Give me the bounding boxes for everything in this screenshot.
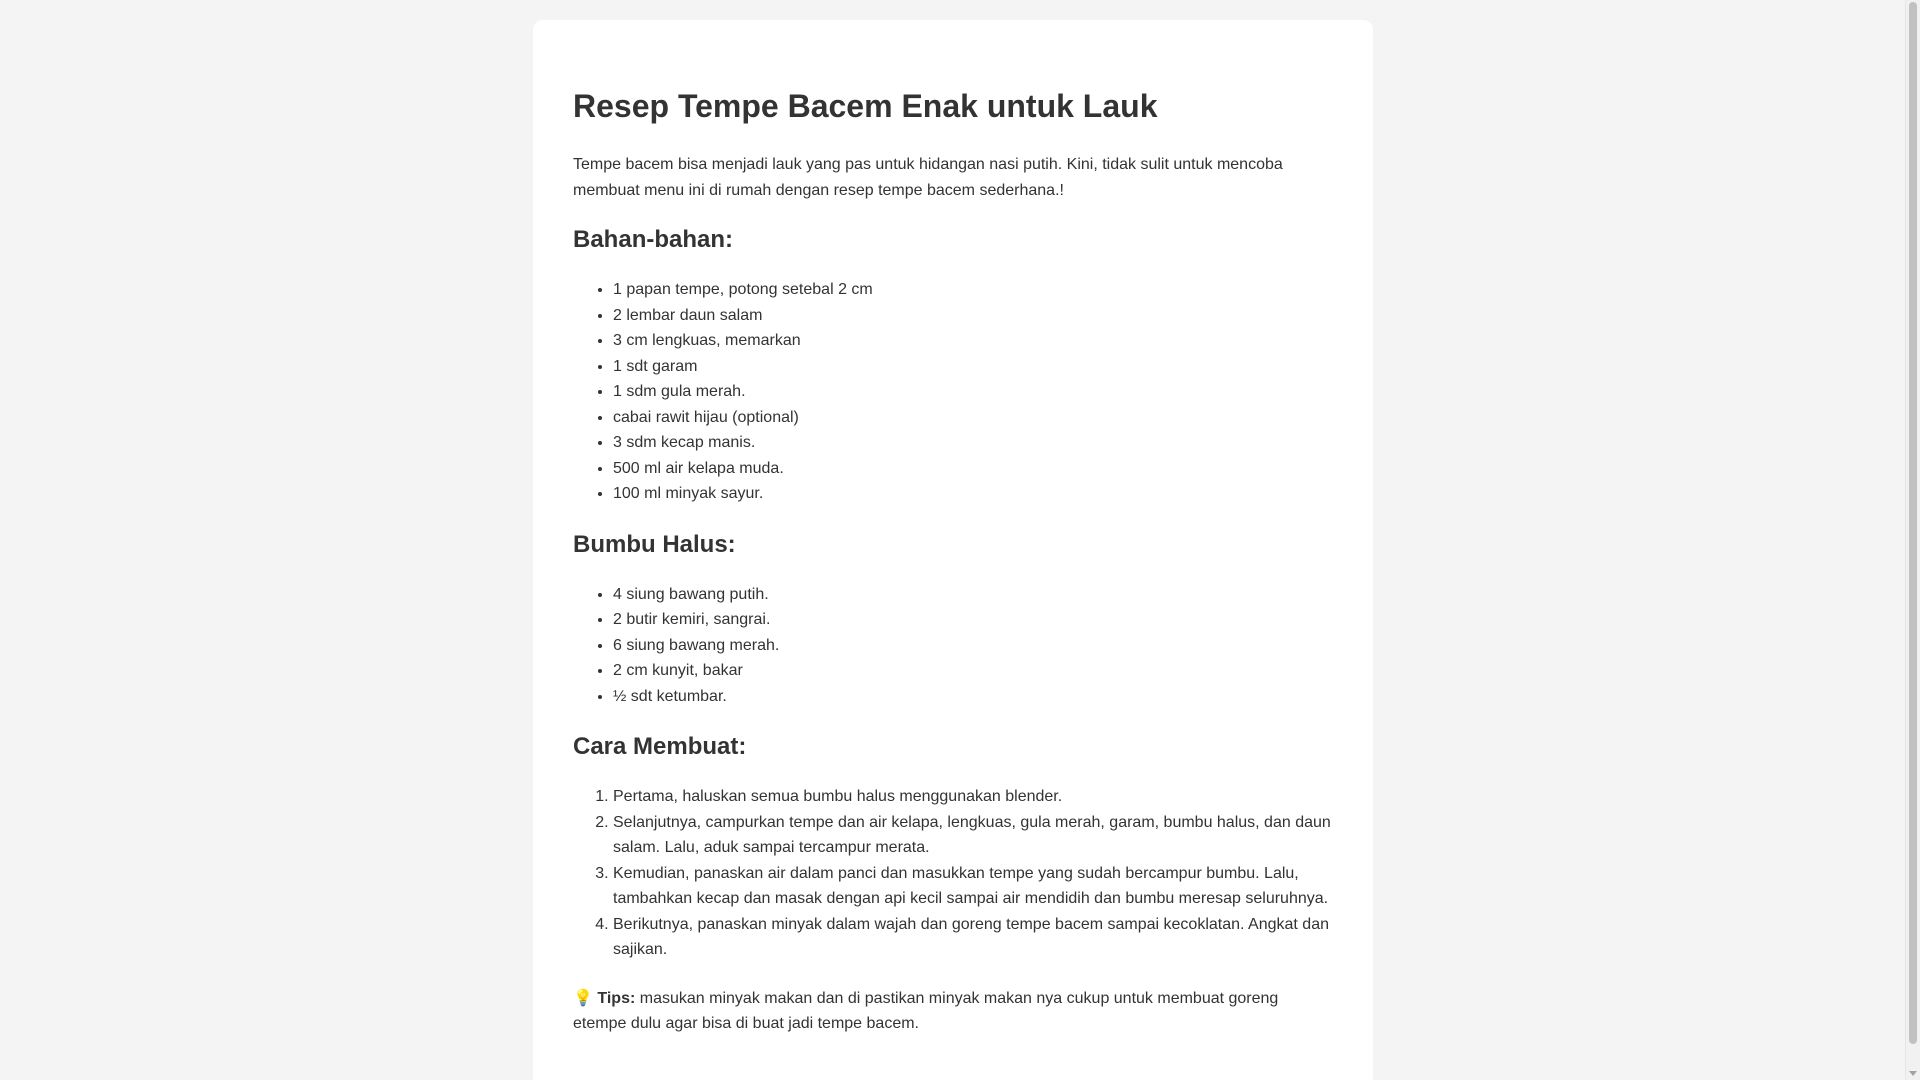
list-item: • 500 ml air kelapa muda.: [613, 456, 1333, 482]
ingredients-heading: Bahan-bahan:: [573, 226, 734, 253]
step-item: 2. Selanjutnya, campurkan tempe dan air kelapa, lengkuas, gula merah, garam, bumbu halus, dan daun salam. Lalu, aduk sampai tercampur merata.: [613, 810, 1333, 861]
vertical-scrollbar[interactable]: [1905, 0, 1920, 1080]
tips-label: Tips:: [597, 989, 636, 1007]
steps-heading: Cara Membuat:: [573, 733, 747, 760]
list-item: • ½ sdt ketumbar.: [613, 684, 1333, 710]
spices-list: [573, 582, 1333, 710]
list-item: • 3 cm lengkuas, memarkan: [613, 328, 1333, 354]
list-item: • 100 ml minyak sayur.: [613, 481, 1333, 507]
list-item: • 1 papan tempe, potong setebal 2 cm: [613, 277, 1333, 303]
ingredients-list: [573, 277, 1333, 507]
scroll-down-arrow-icon[interactable]: [1909, 1071, 1917, 1076]
list-item: • 3 sdm kecap manis.: [613, 430, 1333, 456]
recipe-card: [533, 20, 1373, 1080]
lightbulb-icon: 💡: [573, 989, 593, 1007]
list-item: • 1 sdm gula merah.: [613, 379, 1333, 405]
list-item: • 2 lembar daun salam: [613, 303, 1333, 329]
spices-heading: Bumbu Halus:: [573, 530, 736, 558]
list-item: • 2 butir kemiri, sangrai.: [613, 607, 1333, 633]
list-item: • 6 siung bawang merah.: [613, 633, 1333, 659]
step-item: 4. Berikutnya, panaskan minyak dalam wajah dan goreng tempe bacem sampai kecoklatan. Angkat dan sajikan.: [613, 912, 1333, 963]
list-item: • 1 sdt garam: [613, 354, 1333, 380]
step-item: 3. Kemudian, panaskan air dalam panci dan masukkan tempe yang sudah bercampur bumbu. Lalu, tambahkan kecap dan masak dengan api kecil sampai air mendidih dan bumbu meresap seluruhnya.: [613, 861, 1333, 912]
step-item: 1. Pertama, haluskan semua bumbu halus menggunakan blender.: [613, 784, 1333, 810]
tips-text: masukan minyak makan dan di pastikan minyak makan nya cukup untuk membuat goreng etempe dulu agar bisa di buat jadi tempe bacem.: [573, 989, 1279, 1032]
list-item: • 2 cm kunyit, bakar: [613, 658, 1333, 684]
list-item: • cabai rawit hijau (optional): [613, 405, 1333, 431]
list-item: • 4 siung bawang putih.: [613, 582, 1333, 608]
recipe-intro: Tempe bacem bisa menjadi lauk yang pas untuk hidangan nasi putih. Kini, tidak sulit untuk mencoba membuat menu ini di rumah dengan resep tempe bacem sederhana.!: [573, 156, 1283, 199]
tips-note: [573, 986, 1333, 1037]
page-title: Resep Tempe Bacem Enak untuk Lauk: [573, 88, 1158, 124]
scrollbar-thumb[interactable]: [1909, 2, 1917, 1044]
steps-list: [573, 784, 1333, 963]
